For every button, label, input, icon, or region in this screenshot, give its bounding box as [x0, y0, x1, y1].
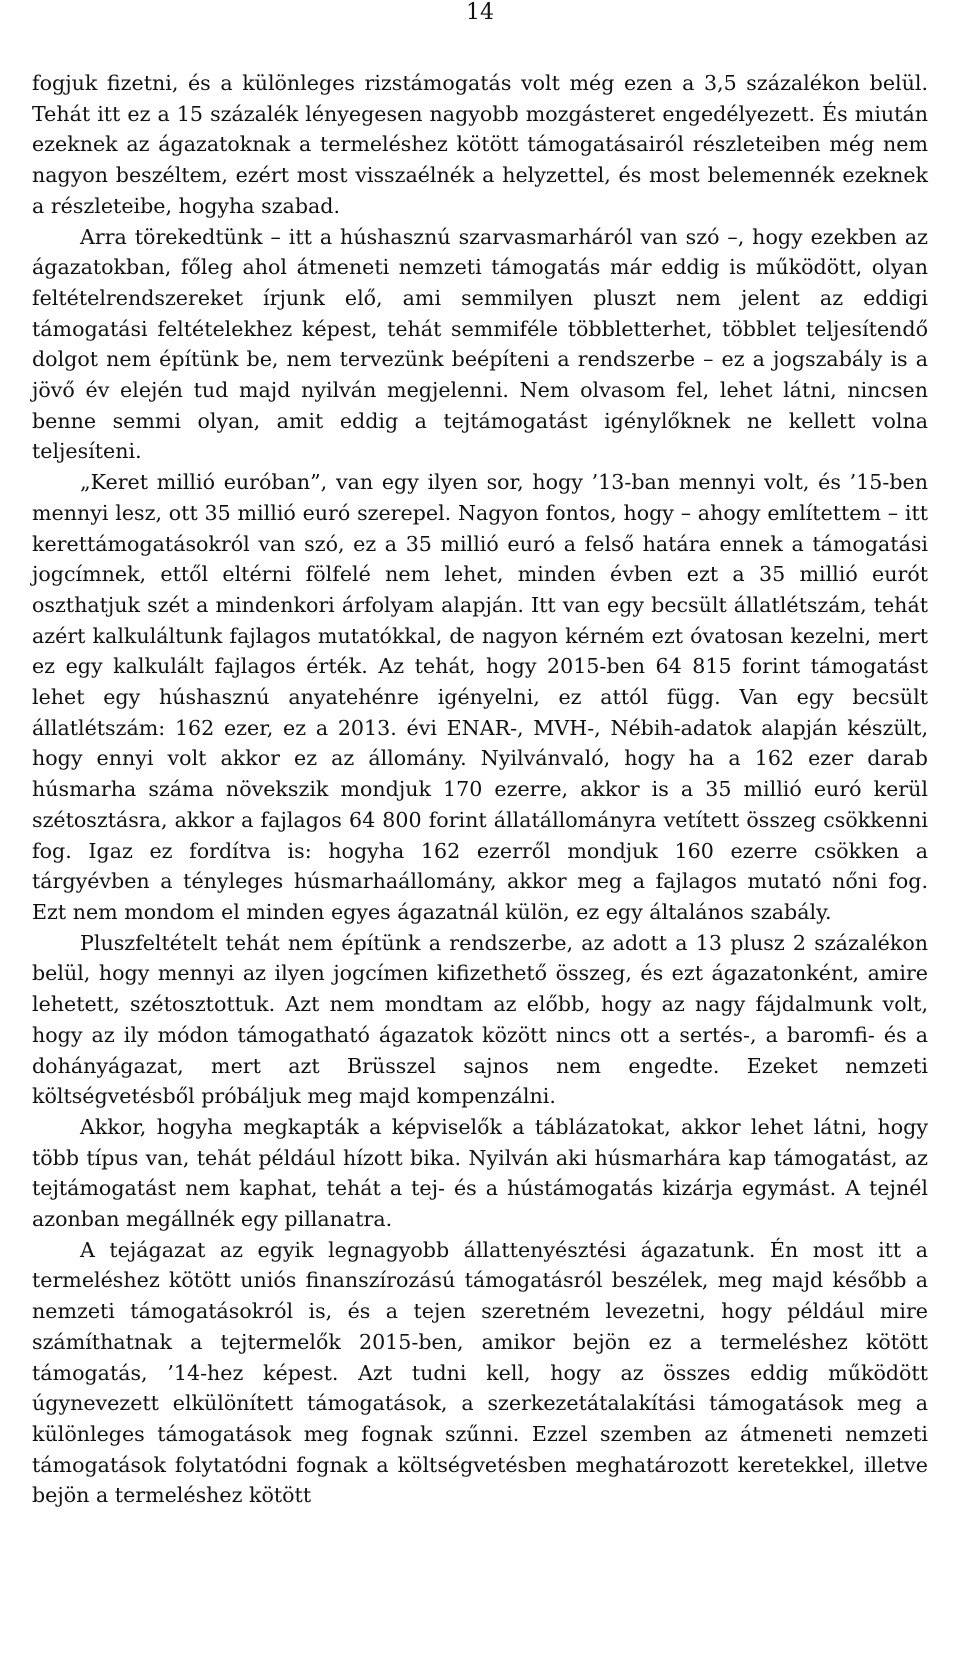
page-number: 14 [466, 0, 494, 25]
paragraph-4: Pluszfeltételt tehát nem építünk a rendszerbe, az adott a 13 plusz 2 százalékon belül, hogy mennyi az ilyen jogcímen kifizethető összeg, és ezt ágazatonként, amire lehetett, szétosztottuk. Azt nem mondtam az előbb, hogy az nagy fájdalmunk volt, hogy az ily módon támogatható ágazatok között nincs ott a sertés-, a baromfi- és a dohányágazat, mert azt Brüsszel sajnos nem engedte. Ezeket nemzeti költségvetésből próbáljuk meg majd kompenzálni. [32, 930, 928, 1109]
paragraph-3: „Keret millió euróban”, van egy ilyen sor, hogy ’13-ban mennyi volt, és ’15-ben mennyi lesz, ott 35 millió euró szerepel. Nagyon fontos, hogy – ahogy említettem – itt kerettámogatásokról van szó, ez a 35 millió euró a felső határa ennek a támogatási jogcímnek, ettől eltérni fölfelé nem lehet, minden évben ezt a 35 millió eurót oszthatjuk szét a mindenkori árfolyam alapján. Itt van egy becsült állatlétszám, tehát azért kalkuláltunk fajlagos mutatókkal, de nagyon kérném ezt óvatosan kezelni, mert ez egy kalkulált fajlagos érték. Az tehát, hogy 2015-ben 64 815 forint támogatást lehet egy húshasznú anyatehénre igényelni, ez attól függ. Van egy becsült állatlétszám: 162 ezer, ez a 2013. évi ENAR-, MVH-, Nébih-adatok alapján készült, hogy ennyi volt akkor ez az állomány. Nyilvánvaló, hogy ha a 162 ezer darab húsmarha száma növekszik mondjuk 170 ezerre, akkor is a 35 millió euró kerül szétosztásra, akkor a fajlagos 64 800 forint állatállományra vetített összeg csökkenni fog. Igaz ez fordítva is: hogyha 162 ezerről mondjuk 160 ezerre csökken a tárgyévben a tényleges húsmarhaállomány, akkor meg a fajlagos mutató nőni fog. Ezt nem mondom el minden egyes ágazatnál külön, ez egy általános szabály. [32, 470, 928, 924]
paragraph-1: fogjuk fizetni, és a különleges rizstámogatás volt még ezen a 3,5 százalékon belül. Tehát itt ez a 15 százalék lényegesen nagyobb mozgásteret engedélyezett. És miután ezeknek az ágazatoknak a termeléshez kötött támogatásairól részleteiben még nem nagyon beszéltem, ezért most visszaélnék a helyzettel, és most belemennék ezeknek a részleteibe, hogyha szabad. [32, 71, 928, 218]
paragraph-5: Akkor, hogyha megkapták a képviselők a táblázatokat, akkor lehet látni, hogy több típus van, tehát például hízott bika. Nyilván aki húsmarhára kap támogatást, az tejtámogatást nem kaphat, tehát a tej- és a hústámogatás kizárja egymást. A tejnél azonban megállnék egy pillanatra. [32, 1114, 928, 1232]
paragraph-2: Arra törekedtünk – itt a húshasznú szarvasmarháról van szó –, hogy ezekben az ágazatokban, főleg ahol átmeneti nemzeti támogatás már eddig is működött, olyan feltételrendszereket írjunk elő, ami semmilyen pluszt nem jelent az eddigi támogatási feltételekhez képest, tehát semmiféle többletterhet, többlet teljesítendő dolgot nem építünk be, nem tervezünk beépíteni a rendszerbe – ez a jogszabály is a jövő év elején tud majd nyilván megjelenni. Nem olvasom fel, lehet látni, nincsen benne semmi olyan, amit eddig a tejtámogatást igénylőknek ne kellett volna teljesíteni. [32, 224, 928, 464]
body-text [32, 68, 928, 1511]
paragraph-6: A tejágazat az egyik legnagyobb állattenyésztési ágazatunk. Én most itt a termeléshez kötött uniós finanszírozású támogatásról beszélek, meg majd később a nemzeti támogatásokról is, és a tejen szeretném levezetni, hogy például mire számíthatnak a tejtermelők 2015-ben, amikor bejön ez a termeléshez kötött támogatás, ’14-hez képest. Azt tudni kell, hogy az összes eddig működött úgynevezett elkülönített támogatások, a szerkezetátalakítási támogatások meg a különleges támogatások meg fognak szűnni. Ezzel szemben az átmeneti nemzeti támogatások folytatódni fognak a költségvetésben meghatározott keretekkel, illetve bejön a termeléshez kötött [32, 1237, 928, 1508]
